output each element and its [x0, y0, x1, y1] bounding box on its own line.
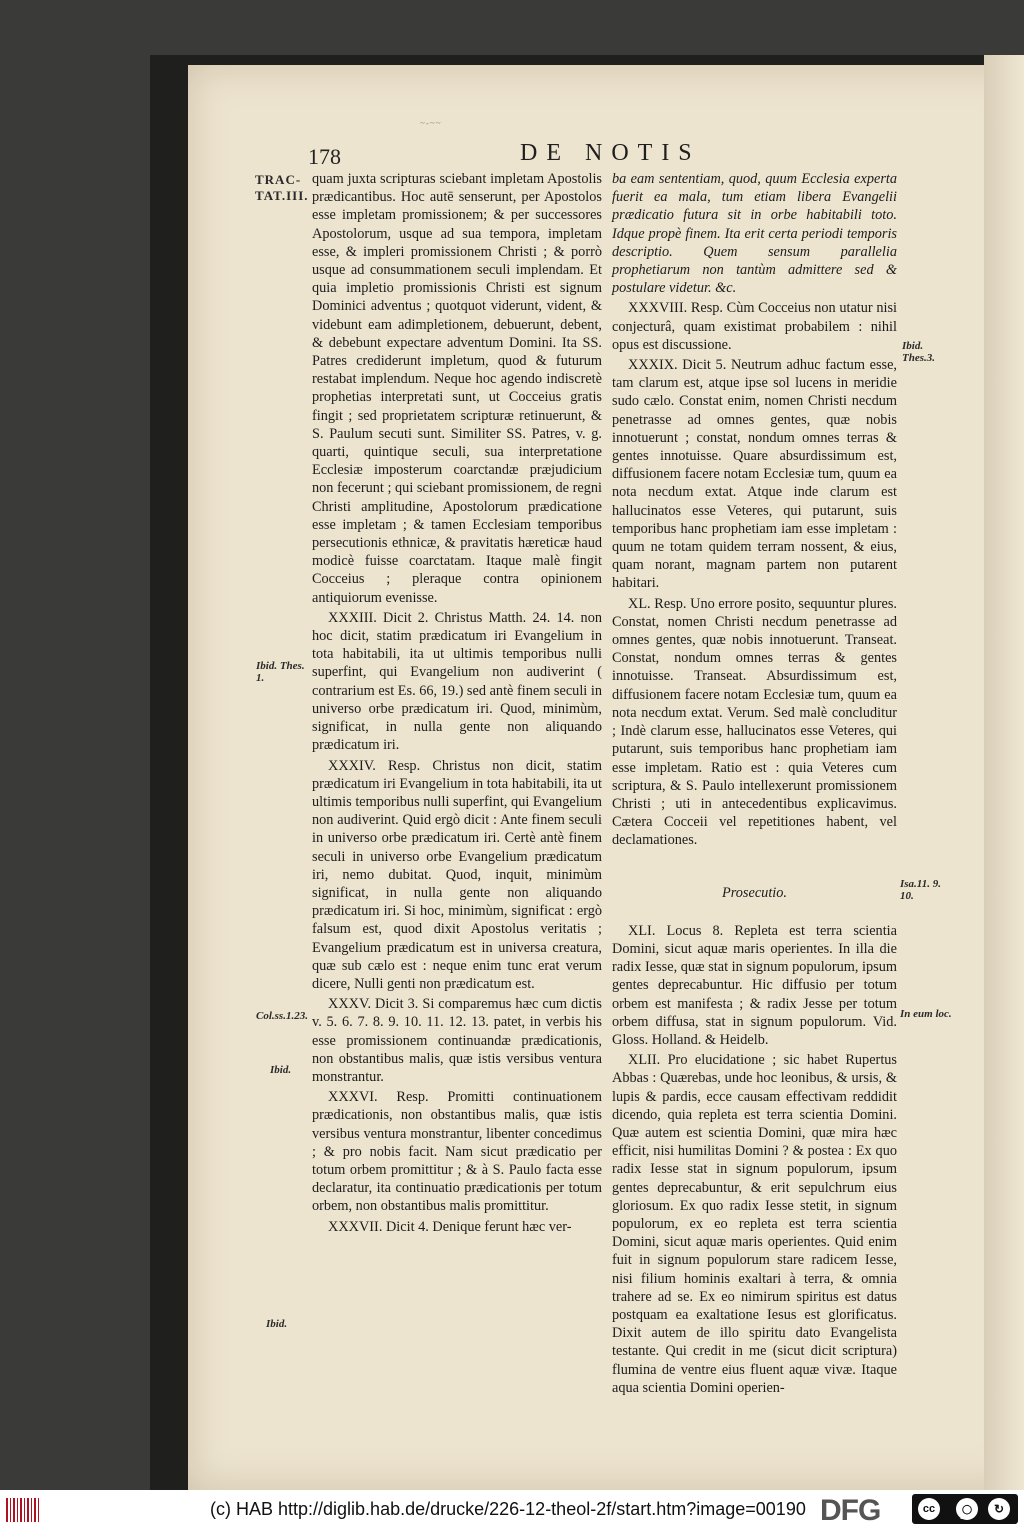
cc-license-badge[interactable]	[912, 1494, 1018, 1524]
share-alike-icon: ↻	[988, 1498, 1010, 1520]
margin-note-ibid: Ibid.	[266, 1318, 288, 1330]
margin-note-isa: Isa.11. 9. 10.	[900, 878, 941, 902]
paragraph: XXXVII. Dicit 4. Denique ferunt hæc ver-	[328, 1218, 572, 1235]
source-url-link[interactable]: (c) HAB http://diglib.hab.de/drucke/226-12-theol-2f/start.htm?image=00190	[210, 1499, 806, 1519]
paragraph: XXXIX. Dicit 5. Neutrum adhuc factum esse, tam clarum est, atque ipse sol lucens in meridie sudo cælo. Constat enim, nomen Christi necdum penetrasse ad omnes gentes, quæ nobis innotuerunt ; constat, nondum omnes terras & gentes innotuisse. Quare absurdissimum est, diffusionem facere notam Ecclesiæ tum, quum ea nota necdum extat. Atque inde clarum est hallucinatos esse Veteres, qui putarunt, suis temporibus hanc prophetiam iam esse impletam : quum ne totam quidem terram nossent, & eius, quam norant, magnam partem non putarent habitari.	[612, 357, 897, 592]
paragraph: XL. Resp. Uno errore posito, sequuntur plures. Constat, nomen Christi necdum penetrasse ad omnes gentes, quæ nobis innotuerunt. Transeat. Constat, nondum omnes terras & gentes innotuisse. Transeat. Absurdissimum est, diffusionem facere notam Ecclesiæ tum, quum ea nota necdum extat. Verum. Sed malè concluditur ; Indè clarum esse, hallucinatos esse Veteres, qui putarunt, suis temporibus hanc prophetiam iam esse impletam. Ratio est : quia Veteres cum scriptura, & S. Paulo intellexerunt promissionem Christi ; uti in antecedentibus explicavimus. Cætera Cocceii vel repetitiones habent, vel declamationes.	[612, 595, 897, 849]
cc-icon: cc	[918, 1498, 940, 1520]
library-barcode-icon	[6, 1498, 40, 1522]
right-text-column	[612, 170, 897, 1396]
license-by-label: BY	[960, 1514, 970, 1521]
paragraph: XLII. Pro elucidatione ; sic habet Rupertus Abbas : Quærebas, unde hoc leonibus, & ursis, & lupis & pardis, ecce causam effectivam reddidit dicendo, quia repleta est terra scientia Domini. Quæ autem est scientia Domini, quæ mira hæc efficit, nisi humilitas Domini ? & postea : Ex quo radix Iesse stat in signum populorum, ipsum gentes deprecabuntur, & erit sepulchrum eius gloriosum. Ex quo radix Iesse stetit, in signum populorum, ex eo repleta est terra scientia Domini, sicut aquæ maris operientes. Quid enim fuit in signum populorum stare radicem Iesse, nisi filium hominis exaltari à terra, & omnia trahere ad se. Ex eo nimirum spiritus est datus postquam ea exaltatione Iesus est glorificatus. Dixit autem de illo spiritu dato Evangelista testante. Qui credit in me (sicut dicit scriptura) flumina de ventre eius fluent aquæ vivæ. Itaque aqua scientia Domini operien-	[612, 1052, 897, 1396]
footer-bar	[0, 1490, 1024, 1529]
facing-page-edge	[984, 55, 1024, 1490]
paragraph: XXXV. Dicit 3. Si comparemus hæc cum dictis v. 5. 6. 7. 8. 9. 10. 11. 12. 13. patet, in verbis his esse promissionem continuandæ prædicationis, non obstantibus malis, quæ istis versibus ventura monstrantur.	[312, 996, 602, 1085]
margin-note-col: Col.ss.1.23.	[256, 1010, 308, 1022]
margin-note-ibid-thes-3: Ibid. Thes.3.	[902, 340, 935, 364]
paragraph: XLI. Locus 8. Repleta est terra scientia Domini, sicut aquæ maris operientes. In illa die radix Iesse, quæ stat in signum populorum, ipsum gentes deprecabuntur. Hic diffusio per totum orbem est manifesta ; & radix Jesse per totum orbem diffusa, stat in signum populorum. Vid. Gloss. Holland. & Heidelb.	[612, 922, 897, 1048]
license-sa-label: SA	[994, 1514, 1004, 1521]
page-number: 178	[308, 144, 341, 169]
dfg-logo: DFG	[820, 1494, 881, 1527]
print-ghost-mark: ~-~~	[420, 118, 442, 128]
section-title: Prosecutio.	[722, 884, 787, 901]
attribution-icon: ◯	[956, 1498, 978, 1520]
margin-note-in-eum-loc: In eum loc.	[900, 1008, 952, 1020]
paragraph: XXXIII. Dicit 2. Christus Matth. 24. 14. non hoc dicit, statim prædicatum iri Evangelium in tota habitabili, ita ut ultimis temporibus nulli superfint, qui Evangelium non audiverint ( contrarium est Es. 66, 19.) sed antè finem seculi in universo orbe prædicatum iri. Quod, minimùm, significat, in nulla gente non aliquando prædicatum iri.	[312, 609, 602, 754]
paragraph: XXXVIII. Resp. Cùm Cocceius non utatur nisi conjecturâ, quam existimat probabilem : nihil opus est discussione.	[612, 300, 897, 353]
paragraph: XXXIV. Resp. Christus non dicit, statim prædicatum iri Evangelium in tota habitabili, ita ut ultimis temporibus nulli superfint, qui Evangelium non audiverint. Quid ergò dicit : Ante finem seculi in universo orbe prædicatum iri. Certè antè finem seculi in universo orbe Evangelium prædicatum iri, nemo dubitat. Quod, inquit, minimùm significat, in nulla gente non aliquando prædicatum iri. Si hoc, minimùm, significat : ergò falsum est, quod dixit Apostolus veritatis ; Evangelium prædicatum est in universa creatura, quæ sub cælo est : neque enim tunc erat verum dicere, Nulli genti non prædicatum est.	[312, 757, 602, 992]
paragraph: ba eam sententiam, quod, quum Ecclesia experta fuerit ea mala, tum etiam libera Evangelii prædicatio futura sit in orbe habitabili toto. Idque propè finem. Ita erit certa periodi temporis descriptio. Quem sensum parallelia prophetiarum non tantùm admittere sed & postulare videtur. &c.	[612, 171, 897, 297]
margin-note-ibid: Ibid.	[270, 1064, 292, 1076]
margin-note-ibid-thes-1: Ibid. Thes. 1.	[256, 660, 305, 684]
paragraph: quam juxta scripturas sciebant impletam Apostolis prædicantibus. Hoc autē senserunt, per Apostolos esse impletam promissionem; & per successores Apostolorum, usque ad sua tempora, impletam esse, & impleri promissionem Christi ; & porrò usque ad consummationem seculi implendam. Et quia impletio promissionis Christi est signum Dominici adventus ; quotquot viderunt, vident, & videbunt eam adimpletionem, debuerunt, debent, & debebunt expectare adventum Domini. Ita SS. Patres crediderunt impletum, quod & futurum restabat implendum. Neque hoc agendo indiscretè prophetias interpretati sunt, ut Cocceius gratis fingit ; sed proprietatem scripturæ retinuerunt, & S. Paulum secuti sunt. Similiter SS. Patres, v. g. quarti, quintique seculi, sua interpretatione Ecclesiæ imposterum coarctandæ præjudicium non fecerunt ; qui sciebant promissionem, de regni Christi amplitudine, Apostolorum prædicatione esse impletam ; & tamen Ecclesiam temporibus persecutionis ethnicæ, & pravitatis hæreticæ haud modicè fuisse coarctatam. Itaque malè fingit Cocceius ; pleraque contra opinionem antiquiorum evenisse.	[312, 171, 602, 606]
paragraph: XXXVI. Resp. Promitti continuationem prædicationis, non obstantibus malis, quæ istis versibus ventura monstrantur, libenter concedimus ; & pro nobis facit. Nam sicut prædicatio per totum orbem promittitur ; & à S. Paulo facta esse declaratur, ita continuatio prædicationis per totum orbem, non obstantibus malis promittitur.	[312, 1089, 602, 1215]
margin-note-tractat: TRAC- TAT.III.	[255, 172, 309, 203]
left-text-column	[312, 170, 602, 1340]
running-head: DE NOTIS	[520, 140, 701, 166]
